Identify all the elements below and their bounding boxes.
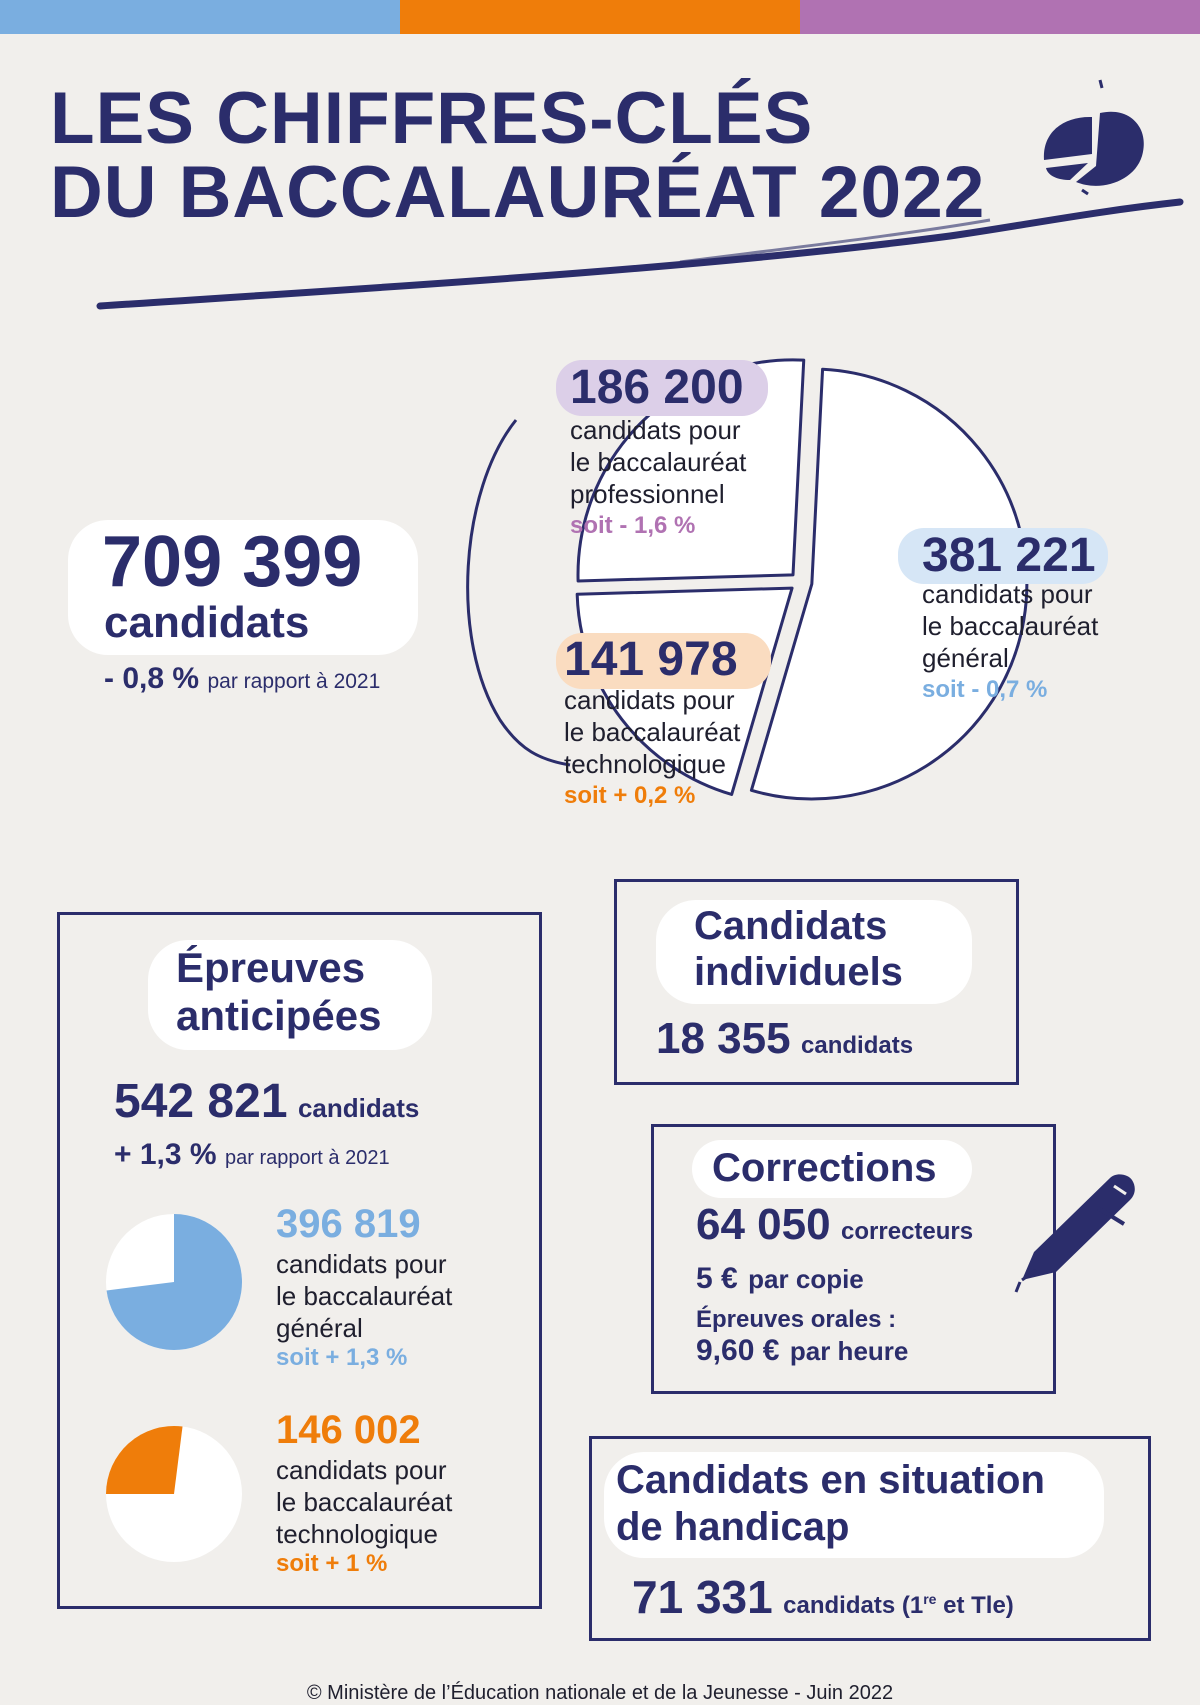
title-underline-stroke xyxy=(90,190,1190,320)
anticipees-tech-line-3: technologique xyxy=(276,1519,438,1549)
handicap-title-line-1: Candidats en situation xyxy=(616,1458,1045,1502)
handicap-label-sup: re xyxy=(923,1591,937,1607)
anticipees-tech-line-1: candidats pour xyxy=(276,1455,447,1485)
handicap-label-pre: candidats (1 xyxy=(783,1592,924,1619)
gen-line-1: candidats pour xyxy=(922,579,1093,609)
anticipees-general-number: 396 819 xyxy=(276,1202,421,1246)
total-label: candidats xyxy=(104,598,310,647)
gen-number: 381 221 xyxy=(922,529,1096,582)
pro-line-3: professionnel xyxy=(570,479,725,509)
total-change-row xyxy=(104,662,380,696)
gen-change: soit - 0,7 % xyxy=(922,676,1048,703)
anticipees-change: + 1,3 % xyxy=(114,1138,217,1171)
handicap-row xyxy=(632,1570,1014,1624)
total-number: 709 399 xyxy=(102,522,363,602)
title-line-2: DU BACCALAURÉAT 2022 xyxy=(50,152,986,233)
corrections-copy-row xyxy=(696,1262,864,1296)
corrections-copy-amount: 5 € xyxy=(696,1262,738,1295)
tech-line-2: le baccalauréat xyxy=(564,717,741,747)
pro-line-2: le baccalauréat xyxy=(570,447,747,477)
corrections-label: correcteurs xyxy=(841,1218,974,1245)
anticipees-total-row xyxy=(114,1074,419,1129)
gen-line-2: le baccalauréat xyxy=(922,611,1099,641)
total-change-note: par rapport à 2021 xyxy=(207,670,381,693)
pro-number: 186 200 xyxy=(570,361,744,414)
anticipees-change-row xyxy=(114,1138,390,1172)
top-bar-orange xyxy=(400,0,800,34)
tech-change: soit + 0,2 % xyxy=(564,782,696,809)
main-pie-bracket xyxy=(468,420,570,765)
top-bar-purple xyxy=(800,0,1200,34)
corrections-oral-amount: 9,60 € xyxy=(696,1334,780,1367)
tech-line-1: candidats pour xyxy=(564,685,735,715)
handicap-label-post: et Tle) xyxy=(936,1592,1014,1619)
corrections-number: 64 050 xyxy=(696,1200,831,1249)
tech-number: 141 978 xyxy=(564,633,738,686)
anticipees-general-line-1: candidats pour xyxy=(276,1249,447,1279)
pro-line-1: candidats pour xyxy=(570,415,741,445)
individuels-number: 18 355 xyxy=(656,1014,791,1063)
top-bar-blue xyxy=(0,0,400,34)
tech-line-3: technologique xyxy=(564,749,726,779)
title-line-1: LES CHIFFRES-CLÉS xyxy=(50,78,814,159)
handicap-title-line-2: de handicap xyxy=(616,1505,850,1549)
individuels-title-line-2: individuels xyxy=(694,950,903,994)
anticipees-tech-pie xyxy=(104,1424,244,1564)
anticipees-general-pie xyxy=(104,1212,244,1352)
anticipees-tech-change: soit + 1 % xyxy=(276,1550,388,1577)
pen-icon xyxy=(1006,1164,1146,1304)
total-change: - 0,8 % xyxy=(104,662,200,695)
anticipees-label: candidats xyxy=(297,1093,420,1123)
anticipees-tech-slice xyxy=(106,1426,183,1494)
pro-change: soit - 1,6 % xyxy=(570,512,696,539)
footer-copyright: © Ministère de l’Éducation nationale et de la Jeunesse - Juin 2022 xyxy=(306,1682,894,1704)
corrections-row xyxy=(696,1200,973,1250)
anticipees-general-change: soit + 1,3 % xyxy=(276,1344,408,1371)
anticipees-change-note: par rapport à 2021 xyxy=(225,1147,390,1169)
anticipees-general-line-2: le baccalauréat xyxy=(276,1281,453,1311)
gen-line-3: général xyxy=(922,643,1009,673)
individuels-row xyxy=(656,1014,913,1064)
handicap-label xyxy=(783,1592,1014,1619)
corrections-copy-label: par copie xyxy=(748,1264,864,1294)
anticipees-number: 542 821 xyxy=(114,1075,288,1128)
anticipees-tech-number: 146 002 xyxy=(276,1408,421,1452)
anticipees-title-line-1: Épreuves xyxy=(176,944,366,991)
corrections-oral-unit: par heure xyxy=(789,1336,909,1366)
anticipees-title-line-2: anticipées xyxy=(176,992,382,1039)
corrections-title: Corrections xyxy=(712,1146,937,1190)
individuels-label: candidats xyxy=(801,1032,914,1059)
anticipees-tech-line-2: le baccalauréat xyxy=(276,1487,453,1517)
handicap-number: 71 331 xyxy=(632,1571,773,1623)
individuels-title-line-1: Candidats xyxy=(694,904,888,948)
corrections-oral-label: Épreuves orales : xyxy=(696,1306,897,1333)
corrections-oral-row xyxy=(696,1334,908,1368)
anticipees-general-line-3: général xyxy=(276,1313,363,1343)
